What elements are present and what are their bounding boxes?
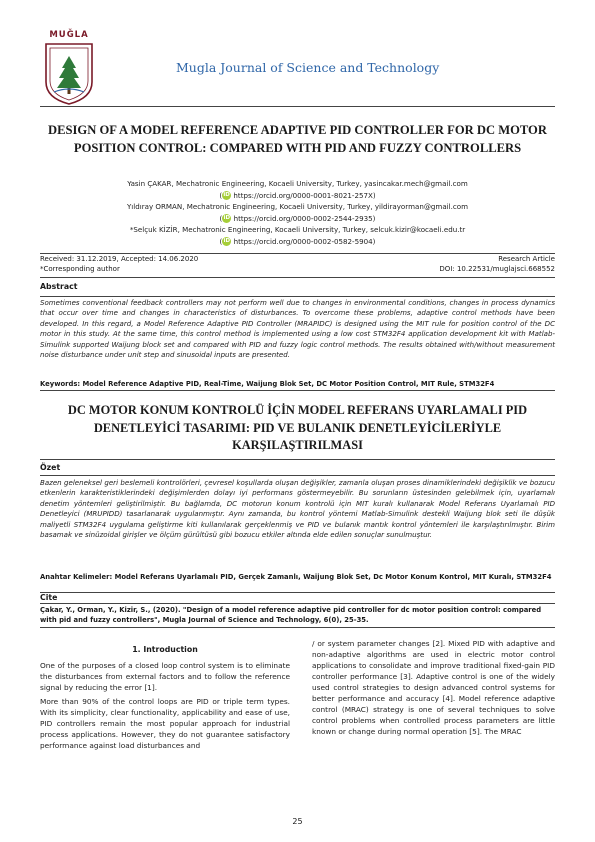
orcid-icon: iD	[223, 215, 231, 222]
intro-paragraph-2: More than 90% of the control loops are PID or triple term types. With its simplicity, clear functionality, applicability and ease of use, PID controllers remain the most popular approach for industrial process applications. However, they do not guarantee satisfactory performance against load disturbances and	[40, 697, 290, 750]
author-3: *Selçuk KİZİR, Mechatronic Engineering, Kocaeli University, Turkey, selcuk.kizir@kocaeli.edu.tr	[129, 225, 466, 235]
author-2: Yıldıray ORMAN, Mechatronic Engineering, Kocaeli University, Turkey, yildirayorman@gmail.com	[126, 202, 469, 212]
author-list	[40, 178, 555, 248]
keywords: Keywords: Model Reference Adaptive PID, Real-Time, Waijung Blok Set, DC Motor Position Control, MIT Rule, STM32F4	[40, 380, 495, 388]
cite-heading: Cite	[40, 593, 58, 602]
journal-title: Mugla Journal of Science and Technology	[176, 60, 440, 75]
page-number: 25	[292, 817, 303, 826]
doi[interactable]: DOI: 10.22531/muglajsci.668552	[439, 265, 555, 274]
received-date: Received: 31.12.2019, Accepted: 14.06.2020	[40, 255, 199, 263]
author-1-orcid[interactable]: (iD https://orcid.org/0000-0001-8021-257X)	[219, 190, 376, 200]
body-column-right	[312, 638, 555, 740]
author-2-orcid[interactable]: (iD https://orcid.org/0000-0002-2544-2935)	[219, 213, 376, 223]
author-3-orcid[interactable]: (iD https://orcid.org/0000-0002-0582-5904)	[219, 236, 376, 246]
ozet-text: Bazen geleneksel geri beslemeli kontrolörleri, çevresel koşullarda oluşan değişikler, zamanla oluşan proses dinamiklerindeki değişiklik ve bozucu etkenlerin karakteristiklerindeki değişimlerden dolayı iyi performans göstermeyebilir. Bu sorunların üstesinden gelebilmek için, uyarlamalı denetim yöntemleri geliştirilmiştir. Bu bağlamda, DC motorun konum kontrolü için MIT kuralı kullanarak Model Referans Uyarlamalı PID Denetleyici (MRUPIDD) tasarlanarak uygulanmıştır. Aynı zamanda, bu kontrol yöntemi Matlab-Simulink destekli Waijung blok seti ile düşük maliyetli STM32F4 uygulama geliştirme kiti kullanılarak gerçeklenmiş ve PID ve bulanık mantık kontrol yöntemleri ile karşılaştırılmıştır. Birim basamak ve sinüzoidal girişler ve ölçüm gürültüsü gibi bozucu etkiler altında elde edilen sonuçlar sunulmuştur.	[40, 478, 555, 540]
paper-title: DESIGN OF A MODEL REFERENCE ADAPTIVE PID CONTROLLER FOR DC MOTOR POSITION CONTROL: COMPARED WITH PID AND FUZZY CONTROLLERS	[48, 123, 547, 155]
meta-divider-bottom	[40, 277, 555, 278]
body-column-left	[40, 660, 290, 754]
cite-divider	[40, 603, 555, 604]
orcid-icon: iD	[223, 192, 230, 199]
anahtar-kelimeler: Anahtar Kelimeler: Model Referans Uyarlamalı PID, Gerçek Zamanlı, Waijung Blok Set, Dc Motor Konum Kontrol, MIT Kuralı, STM32F4	[40, 573, 552, 581]
ozet-heading: Özet	[40, 463, 61, 472]
keywords-divider	[40, 390, 555, 391]
ozet-divider	[40, 475, 555, 476]
turkish-title: DC MOTOR KONUM KONTROLÜ İÇİN MODEL REFERANS UYARLAMALI PID DENETLEYİCİ TASARIMI: PID VE BULANIK DENETLEYİCİLERİYLE KARŞILAŞTIRILMASI	[67, 403, 528, 452]
ozet-divider-top	[40, 459, 555, 460]
intro-paragraph-1: One of the purposes of a closed loop control system is to eliminate the disturbances from external factors and to follow the reference signal by reducing the error [1].	[40, 661, 290, 692]
author-1: Yasin ÇAKAR, Mechatronic Engineering, Kocaeli University, Turkey, yasincakar.mech@gmail.com	[127, 179, 468, 188]
cite-divider-bottom	[40, 627, 555, 628]
abstract-heading: Abstract	[40, 282, 78, 291]
intro-paragraph-3: / or system parameter changes [2]. Mixed PID with adaptive and non-adaptive algorithms are used in electric motor control applications to consolidate and improve traditional fixed-gain PID controller performance [3]. Adaptive control is one of the widely used control strategies to design advanced control systems for better performance and accuracy [4]. Model reference adaptive control (MRAC) strategy is one of several techniques to solve control problems when controlled process parameters are little known or change during normal operation [5]. The MRAC	[312, 639, 555, 736]
submission-dates	[40, 254, 198, 274]
university-logo	[40, 30, 98, 106]
header-divider	[40, 106, 555, 107]
abstract-text: Sometimes conventional feedback controllers may not perform well due to changes in environmental conditions, changes in process dynamics that occur over time and changes in characteristics of disturbances. To overcome these problems, adaptive control methods have been developed. In this regard, a Model Reference Adaptive PID Controller (MRAPIDC) is designed using the MIT rule for position control of the DC motor in this study. At the same time, this control method is implemented using a low cost STM32F4 application development kit with Matlab-Simulink supported Waijung block set and compared with PID and fuzzy logic control methods. The results obtained with/without measurement noise disturbance under unit step and sinusoidal inputs are presented.	[40, 298, 555, 360]
article-info	[355, 254, 555, 274]
orcid-icon: iD	[223, 238, 231, 245]
corresponding-note: *Corresponding author	[40, 265, 120, 274]
introduction-heading: 1. Introduction	[132, 645, 198, 654]
cite-divider-top	[40, 592, 555, 593]
citation-text: Çakar, Y., Orman, Y., Kizir, S., (2020). "Design of a model reference adaptive pid controller for dc motor position control: compared with pid and fuzzy controllers", Mugla Journal of Science and Technology, 6(0), 25-35.	[40, 606, 542, 625]
logo-text: MUĞLA	[49, 30, 89, 40]
abstract-divider	[40, 296, 555, 297]
article-type: Research Article	[498, 255, 555, 263]
